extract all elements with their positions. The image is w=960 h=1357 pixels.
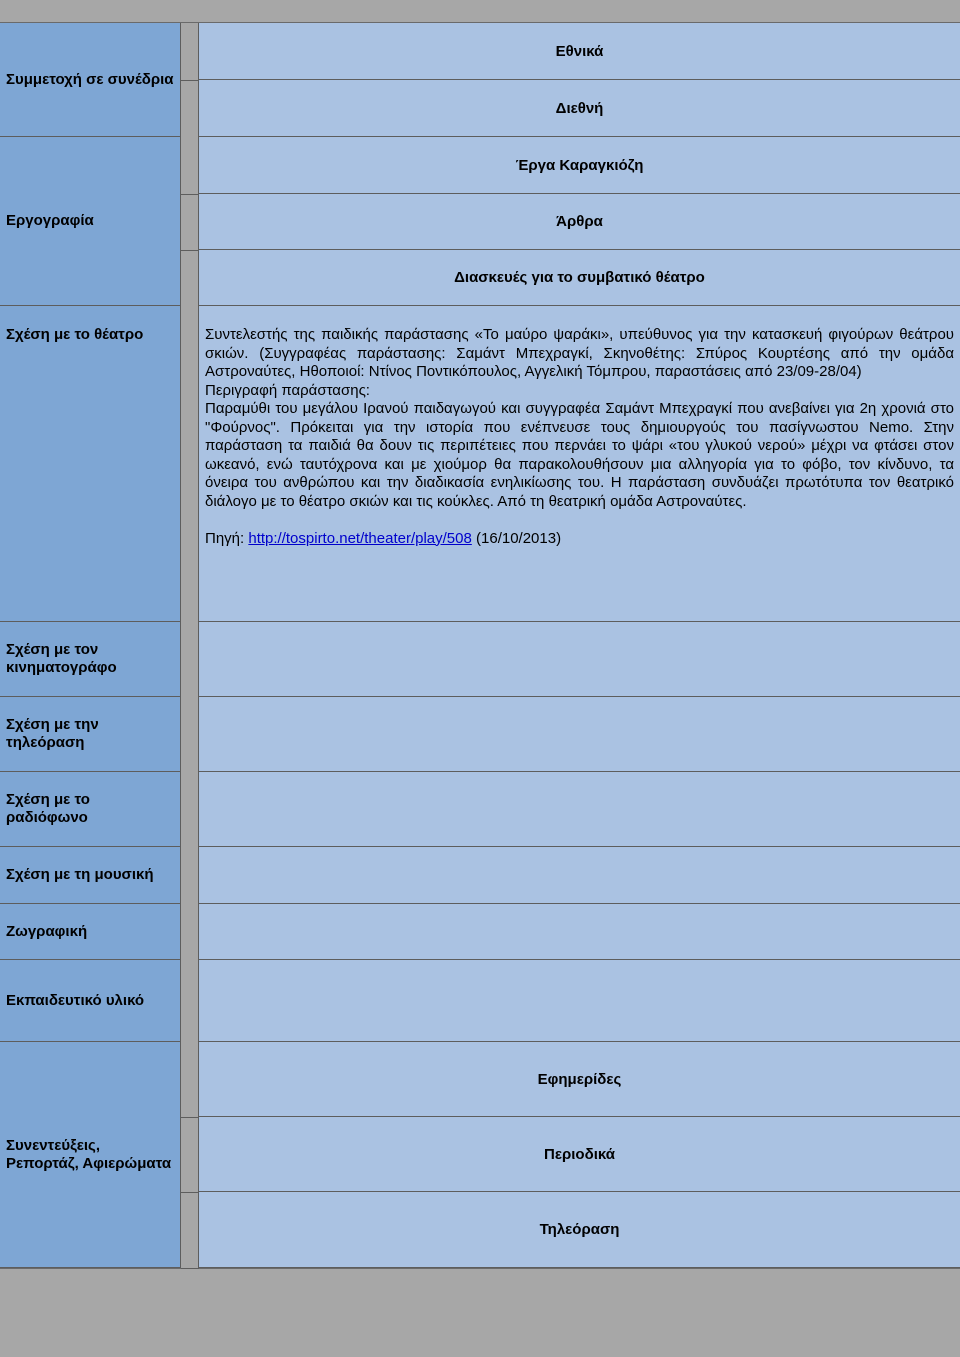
theater-description xyxy=(205,326,954,548)
label-cinema: Σχέση με τον κινηματογράφο xyxy=(0,622,181,697)
gutter xyxy=(181,137,199,306)
item-newspapers: Εφημερίδες xyxy=(199,1042,960,1117)
row-music xyxy=(0,847,960,904)
row-conferences xyxy=(0,23,960,137)
label-television: Σχέση με την τηλεόραση xyxy=(0,697,181,772)
row-television xyxy=(0,697,960,772)
source-link[interactable]: http://tospirto.net/theater/play/508 xyxy=(248,529,472,547)
gutter xyxy=(181,622,199,697)
source-prefix: Πηγή: xyxy=(205,529,245,547)
content-theater xyxy=(199,306,960,622)
row-interviews xyxy=(0,1042,960,1268)
item-international: Διεθνή xyxy=(199,80,960,137)
row-education xyxy=(0,960,960,1042)
gutter xyxy=(181,960,199,1042)
content-works xyxy=(199,137,960,306)
content-cinema xyxy=(199,622,960,697)
item-national: Εθνικά xyxy=(199,23,960,80)
item-articles: Άρθρα xyxy=(199,194,960,250)
item-magazines: Περιοδικά xyxy=(199,1117,960,1192)
item-tv: Τηλεόραση xyxy=(199,1192,960,1268)
theater-paragraph-credits: Συντελεστής της παιδικής παράστασης «Το μαύρο ψαράκι», υπεύθυνος για την κατασκευή φιγούρων θεάτρου σκιών. (Συγγραφέας παράστασης: Σαμάντ Μπεχραγκί, Σκηνοθέτης: Σπύρος Κουρτέσης από την ομάδα Αστροναύτες, Ηθοποιοί: Ντίνος Ποντικόπουλος, Αγγελική Τόμπρου, παραστάσεις από 23/09-28/04) xyxy=(205,326,954,380)
gutter xyxy=(181,23,199,137)
content-painting xyxy=(199,904,960,960)
label-conferences: Συμμετοχή σε συνέδρια xyxy=(0,23,181,137)
gutter xyxy=(181,847,199,904)
row-works xyxy=(0,137,960,306)
row-cinema xyxy=(0,622,960,697)
gutter xyxy=(181,1042,199,1268)
label-works: Εργογραφία xyxy=(0,137,181,306)
item-karagiozis-works: Έργα Καραγκιόζη xyxy=(199,137,960,194)
label-education: Εκπαιδευτικό υλικό xyxy=(0,960,181,1042)
label-theater: Σχέση με το θέατρο xyxy=(0,306,181,622)
content-radio xyxy=(199,772,960,847)
label-music: Σχέση με τη μουσική xyxy=(0,847,181,904)
content-music xyxy=(199,847,960,904)
row-radio xyxy=(0,772,960,847)
gutter xyxy=(181,697,199,772)
theater-source xyxy=(205,530,954,549)
label-painting: Ζωγραφική xyxy=(0,904,181,960)
source-date: (16/10/2013) xyxy=(476,529,562,547)
gutter xyxy=(181,772,199,847)
theater-paragraph-heading: Περιγραφή παράστασης: xyxy=(205,381,370,399)
content-interviews xyxy=(199,1042,960,1268)
label-radio: Σχέση με το ραδιόφωνο xyxy=(0,772,181,847)
content-education xyxy=(199,960,960,1042)
row-painting xyxy=(0,904,960,960)
row-theater xyxy=(0,306,960,622)
content-television xyxy=(199,697,960,772)
gutter xyxy=(181,306,199,622)
profile-table xyxy=(0,22,960,1269)
gutter xyxy=(181,904,199,960)
item-adaptations: Διασκευές για το συμβατικό θέατρο xyxy=(199,250,960,306)
theater-paragraph-summary: Παραμύθι του μεγάλου Ιρανού παιδαγωγού και συγγραφέα Σαμάντ Μπεχραγκί που ανεβαίνει για 2η χρονιά στο "Φούρνος". Πρόκειται για την ιστορία που ενέπνευσε τους δημιουργούς του πασίγνωστου Nemo. Στην παράσταση τα παιδιά θα δουν τις περιπέτειες που περνάει το ψάρι «του γλυκού νερού» μέχρι να φτάσει στον ωκεανό, ενώ ταυτόχρονα και με χιούμορ θα παρακολουθήσουν μια αλληγορία για το φόβο, τον κίνδυνο, τα όνειρα του ανθρώπου και την διαδικασία ενηλικίωσης του. Η παράσταση συνδυάζει πρωτότυπα τον θεατρικό διάλογο με το θέατρο σκιών και τις κούκλες. Από τη θεατρική ομάδα Αστροναύτες. xyxy=(205,400,954,510)
label-interviews: Συνεντεύξεις, Ρεπορτάζ, Αφιερώματα xyxy=(0,1042,181,1268)
content-conferences xyxy=(199,23,960,137)
